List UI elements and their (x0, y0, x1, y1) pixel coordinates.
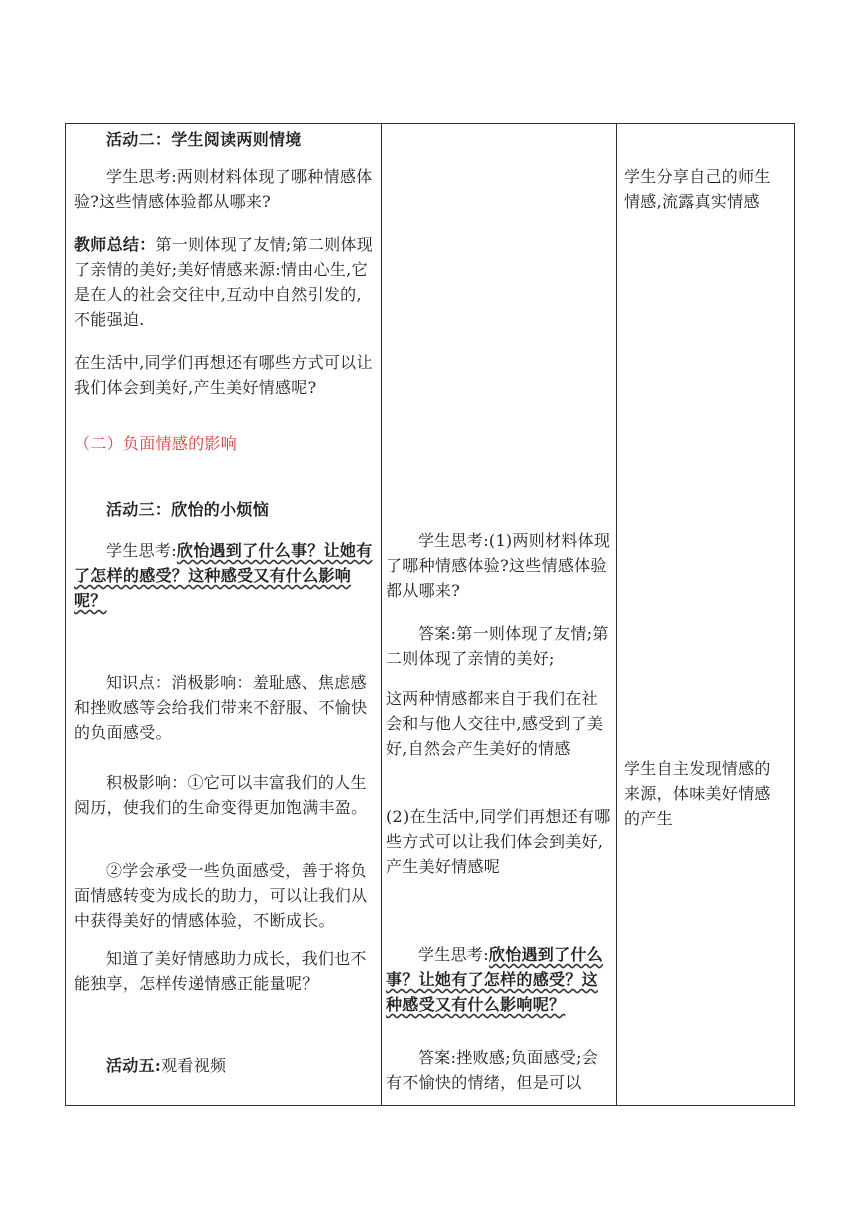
design-note-1: 学生分享自己的师生情感,流露真实情感 (624, 167, 771, 211)
life-question: 在生活中,同学们再想还有哪些方式可以让我们体会到美好,产生美好情感呢? (74, 353, 373, 397)
transition-question: 知道了美好情感助力成长，我们也不能独享，怎样传递情感正能量呢？ (74, 949, 367, 993)
explanation: 这两种情感都来自于我们在社会和与他人交往中,感受到了美好,自然会产生美好的情感 (386, 689, 604, 758)
answer-1: 答案:第一则体现了友情;第二则体现了亲情的美好; (386, 624, 609, 668)
lesson-table (65, 123, 795, 1106)
column-divider (381, 124, 382, 1105)
student-think-2b: 学生思考:欣怡遇到了什么事？让她有了怎样的感受？这种感受又有什么影响呢？ (386, 945, 604, 1014)
answer-2: 答案:挫败感;负面感受;会有不愉快的情绪，但是可以 (386, 1048, 599, 1092)
section2-title: （二）负面情感的影响 (74, 434, 238, 453)
positive-impact-2: ②学会承受一些负面感受，善于将负面情感转变为成长的助力，可以让我们从中获得美好的情感体验，不断成长。 (74, 861, 368, 930)
activity2-title: 活动二：学生阅读两则情境 (106, 130, 302, 149)
design-note-2: 学生自主发现情感的来源，体味美好情感的产生 (624, 759, 771, 828)
student-think-1b: 学生思考:(1)两则材料体现了哪种情感体验?这些情感体验都从哪来? (386, 531, 611, 600)
student-think-1: 学生思考:两则材料体现了哪种情感体验?这些情感体验都从哪来? (74, 167, 373, 211)
activity5: 活动五:观看视频 (106, 1056, 227, 1075)
design-intent-column (624, 124, 784, 1105)
activity3-title: 活动三：欣怡的小烦恼 (106, 500, 270, 519)
knowledge-point: 知识点：消极影响：羞耻感、焦虑感和挫败感等会给我们带来不舒服、不愉快的负面感受。 (74, 673, 368, 742)
column-divider (616, 124, 617, 1105)
positive-impact-1: 积极影响：①它可以丰富我们的人生阅历，使我们的生命变得更加饱满丰盈。 (74, 773, 368, 817)
student-think-2: 学生思考:欣怡遇到了什么事？让她有了怎样的感受？这种感受又有什么影响呢？ (74, 541, 373, 610)
teaching-process-column (74, 124, 374, 1105)
student-activity-column (386, 124, 614, 1105)
teacher-summary: 教师总结：第一则体现了友情;第二则体现了亲情的美好;美好情感来源:情由心生,它是在人的社会交往中,互动中自然引发的,不能强迫. (74, 235, 374, 329)
question-2: (2)在生活中,同学们再想还有哪些方式可以让我们体会到美好,产生美好情感呢 (386, 807, 611, 876)
